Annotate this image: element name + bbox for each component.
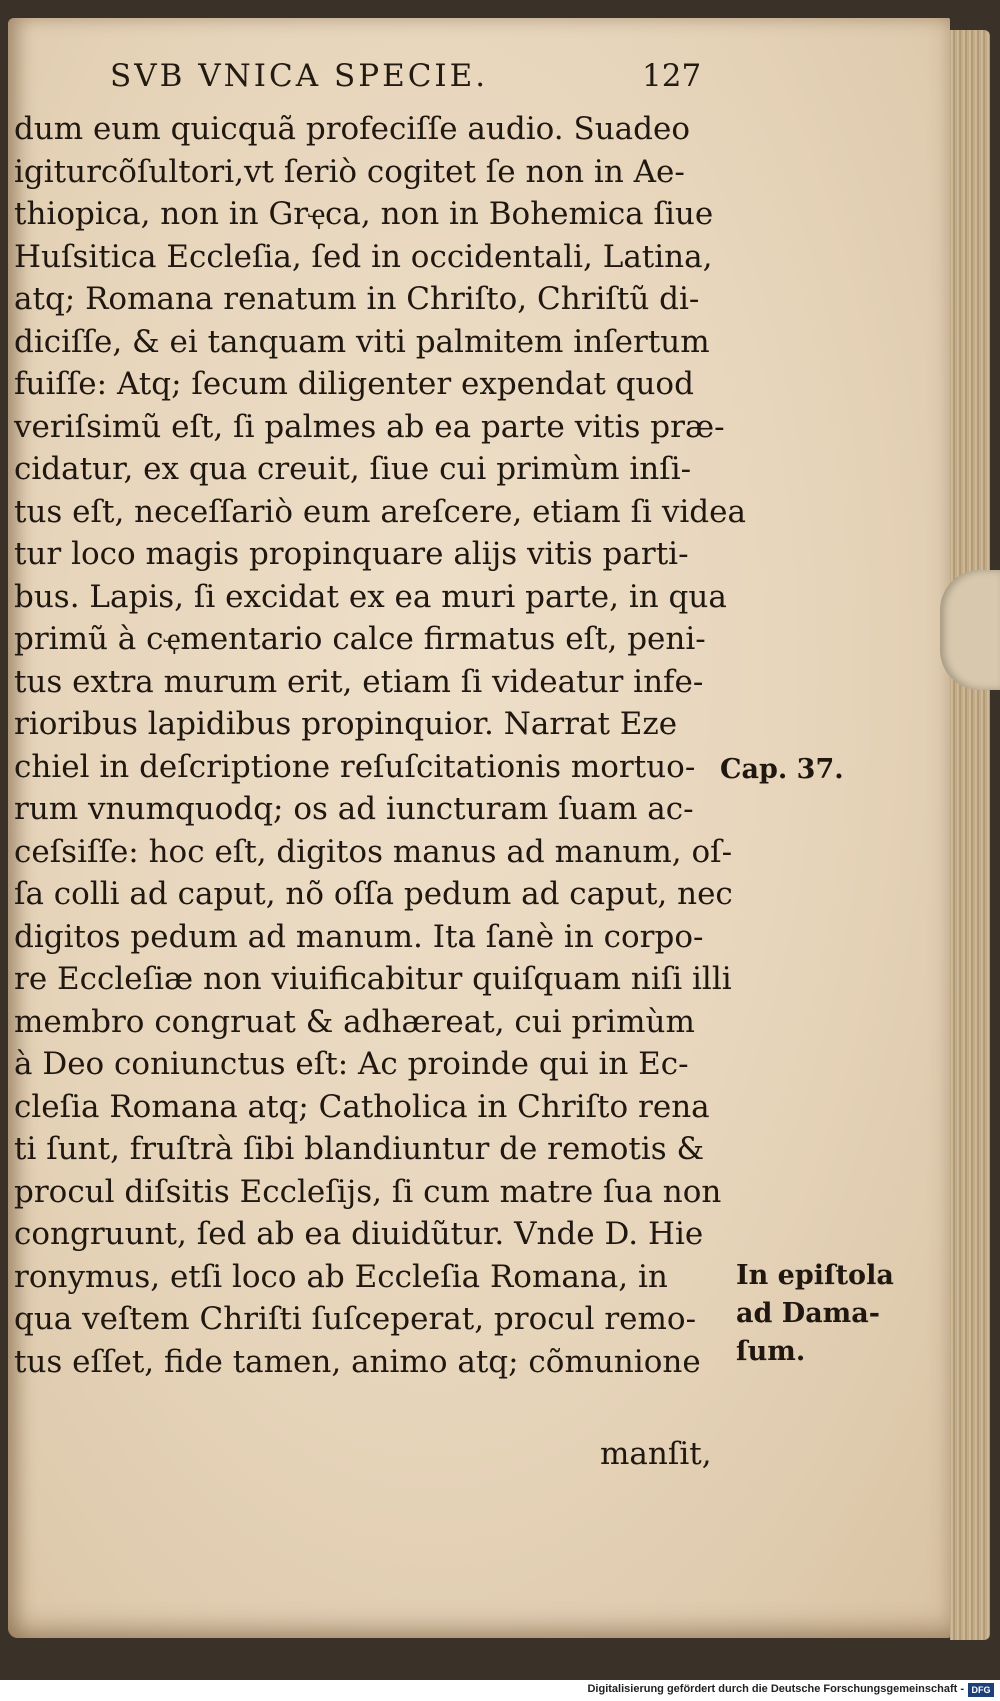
text-line: cleſia Romana atq; Catholica in Chriſto rena	[14, 1088, 710, 1125]
margin-note-epistola: ad Dama-	[736, 1298, 880, 1329]
text-line: digitos pedum ad manum. Ita ſanè in corpo-	[14, 918, 704, 955]
text-line: tus eſt, neceſſariò eum areſcere, etiam ſi videa	[14, 493, 746, 530]
text-line: igiturcõſultori,vt ſeriò cogitet ſe non in Ae-	[14, 153, 685, 190]
text-line: fuiſſe: Atq; ſecum diligenter expendat quod	[14, 366, 694, 402]
margin-note-cap: Cap. 37.	[720, 754, 844, 785]
book-clasp	[940, 570, 1000, 690]
text-line: re Eccleſiæ non viuificabitur quiſquam niſi illi	[14, 961, 732, 997]
text-line: tus extra murum erit, etiam ſi videatur infe-	[14, 663, 704, 700]
folio-number: 127	[642, 58, 702, 94]
catchword: manſit,	[600, 1436, 712, 1472]
text-line: tus eſſet, fide tamen, animo atq; cõmunione	[14, 1343, 701, 1380]
text-line: rioribus lapidibus propinquior. Narrat Eze	[14, 706, 678, 742]
text-line: ronymus, etſi loco ab Eccleſia Romana, in	[14, 1258, 668, 1295]
margin-note-epistola: In epiſtola	[736, 1260, 894, 1291]
text-line: qua veſtem Chriſti ſuſceperat, procul remo-	[14, 1301, 697, 1337]
text-line: diciſſe, & ei tanquam viti palmitem inſertum	[14, 323, 710, 360]
text-line: Huſsitica Eccleſia, ſed in occidentali, Latina,	[14, 238, 713, 275]
margin-note-epistola: ſum.	[736, 1336, 806, 1367]
text-line: dum eum quicquã profeciſſe audio. Suadeo	[14, 111, 690, 147]
text-line: tur loco magis propinquare alijs vitis parti-	[14, 536, 689, 572]
text-line: atq; Romana renatum in Chriſto, Chriſtũ di-	[14, 281, 700, 317]
text-line: rum vnumquodq; os ad iuncturam ſuam ac-	[14, 791, 694, 827]
body-text	[14, 108, 746, 1383]
text-line: cidatur, ex qua creuit, ſiue cui primùm inſi-	[14, 451, 692, 487]
text-line: chiel in deſcriptione reſuſcitationis mortuo-	[14, 748, 696, 785]
running-title: SVB VNICA SPECIE.	[110, 58, 489, 94]
digitization-credit: Digitalisierung gefördert durch die Deutsche Forschungsgemeinschaft -	[587, 1683, 964, 1695]
text-line: procul diſsitis Eccleſijs, ſi cum matre ſua non	[14, 1173, 722, 1210]
page-edge	[950, 30, 990, 1640]
text-line: à Deo coniunctus eſt: Ac proinde qui in Ec-	[14, 1046, 689, 1082]
text-line: ti ſunt, fruſtrà ſibi blandiuntur de remotis &	[14, 1131, 705, 1167]
text-line: ceſsiſſe: hoc eſt, digitos manus ad manum, oſ-	[14, 833, 733, 870]
text-line: primũ à cҿmentario calce firmatus eſt, peni-	[14, 621, 706, 657]
text-line: ſa colli ad caput, nõ oſſa pedum ad caput, nec	[14, 876, 733, 912]
text-line: congruunt, ſed ab ea diuidũtur. Vnde D. Hie	[14, 1216, 704, 1252]
dfg-logo: DFG	[968, 1683, 994, 1697]
text-line: thiopica, non in Grҿca, non in Bohemica ſiue	[14, 196, 714, 232]
text-line: membro congruat & adhæreat, cui primùm	[14, 1003, 695, 1040]
text-line: bus. Lapis, ſi excidat ex ea muri parte, in qua	[14, 578, 727, 615]
text-line: veriſsimũ eſt, ſi palmes ab ea parte vitis præ-	[14, 408, 725, 445]
